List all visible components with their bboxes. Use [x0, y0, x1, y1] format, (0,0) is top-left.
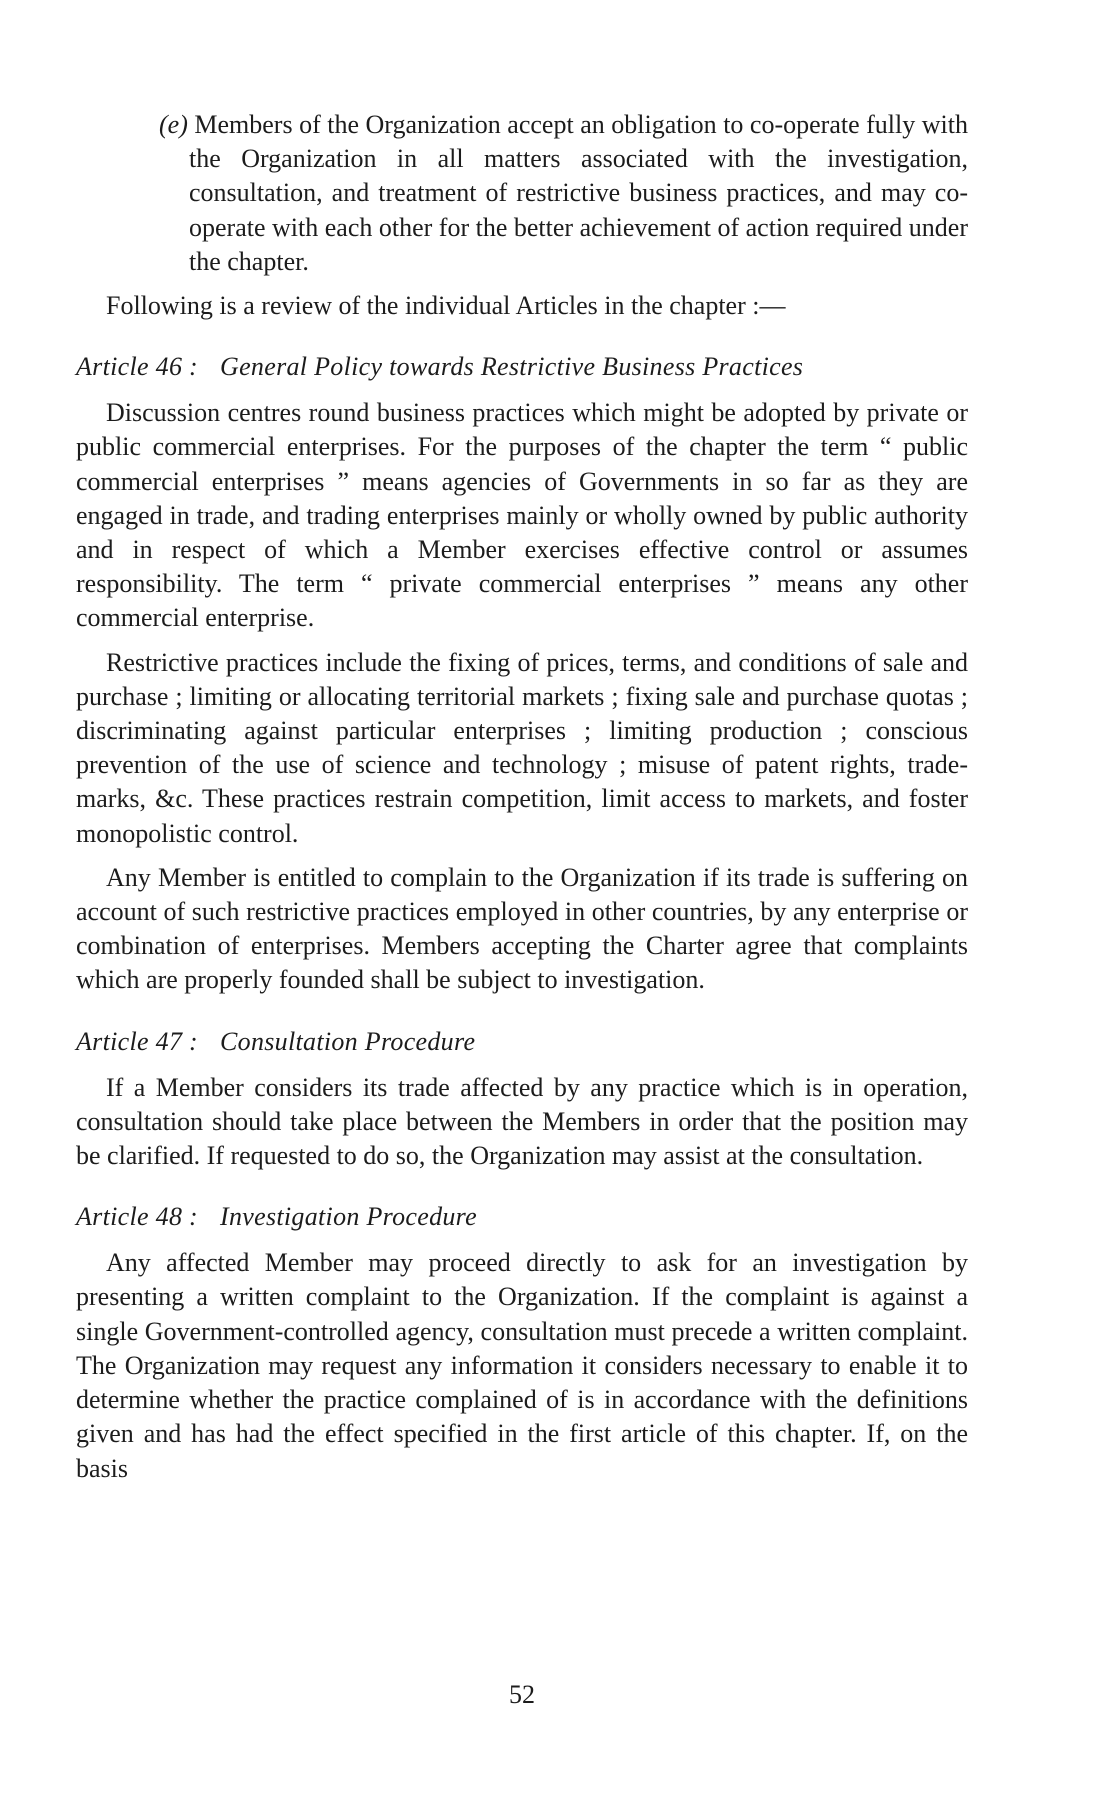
article-number: Article 48 : [76, 1202, 199, 1232]
paragraph: Restrictive practices include the fixing of prices, terms, and conditions of sale and purchase ; limiting or allocating territorial markets ; fixing sale and purchase quotas ; discriminating against particular enterprises ; limiting production ; conscious prevention of the use of science and technology ; misuse of patent rights, trade-marks, &c. These practices restrain competition, limit access to markets, and foster monopolistic control. [76, 647, 968, 848]
article-number: Article 47 : [76, 1026, 199, 1056]
article-title: Investigation Procedure [220, 1202, 477, 1232]
document-page [76, 108, 968, 1486]
article-title: Consultation Procedure [220, 1026, 476, 1056]
list-item-e [76, 108, 968, 279]
article-47-heading [76, 1025, 968, 1059]
paragraph: Any affected Member may proceed directly to ask for an investigation by presenting a written complaint to the Organization. If the complaint is against a single Government-controlled agency, consultation must precede a written complaint. The Organization may request any information it considers necessary to enable it to determine whether the practice complained of is in accordance with the definitions given and has had the effect specified in the first article of this chapter. If, on the basis [76, 1248, 968, 1483]
paragraph: Any Member is entitled to complain to the Organization if its trade is suffering on account of such restrictive practices employed in other countries, by any enterprise or combination of enterprises. Members accepting the Charter agree that complaints which are properly founded shall be subject to investigation. [76, 862, 968, 995]
article-46-heading [76, 350, 968, 384]
paragraph: If a Member considers its trade affected by any practice which is in operation, consultation should take place between the Members in order that the position may be clarified. If requested to do so, the Organization may assist at the consultation. [76, 1072, 968, 1171]
paragraph: Discussion centres round business practices which might be adopted by private or public commercial enterprises. For the purposes of the chapter the term “ public commercial enterprises ” means agencies of Governments in so far as they are engaged in trade, and trading enterprises mainly or wholly owned by public authority and in respect of which a Member exercises effective control or assumes responsibility. The term “ private commercial enterprises ” means any other commercial enterprise. [76, 398, 968, 633]
article-number: Article 46 : [76, 352, 199, 382]
intro-paragraph: Following is a review of the individual Articles in the chapter :— [106, 291, 786, 321]
item-text: Members of the Organization accept an obligation to co-operate fully with the Organization in all matters associated with the investigation, consultation, and treatment of restrictive business practices, and may co-operate with each other for the better achievement of action required under the chapter. [189, 110, 968, 276]
item-label: (e) [159, 110, 188, 139]
article-title: General Policy towards Restrictive Business Practices [220, 352, 804, 382]
page-number: 52 [509, 1680, 535, 1709]
article-48-heading [76, 1200, 968, 1234]
